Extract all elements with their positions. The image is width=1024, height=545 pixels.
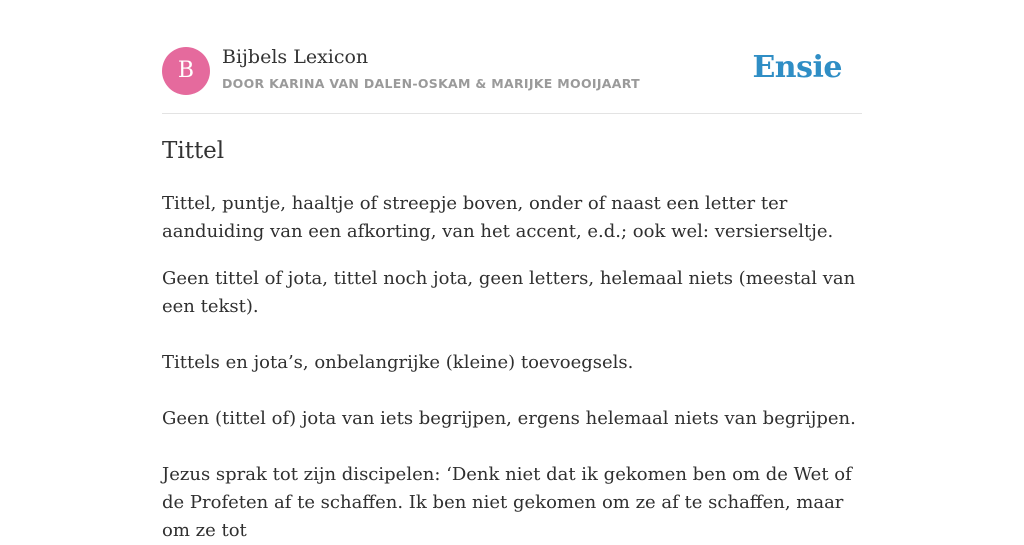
- source-avatar[interactable]: B: [162, 47, 210, 95]
- body-paragraph: Geen tittel of jota, tittel noch jota, geen letters, helemaal niets (meestal van een tekst).: [162, 268, 856, 317]
- article-body: [162, 190, 862, 545]
- source-title-link[interactable]: Bijbels Lexicon: [222, 46, 369, 68]
- body-paragraph: Tittels en jota’s, onbelangrijke (kleine) toevoegsels.: [162, 352, 634, 373]
- ensie-logo[interactable]: Ensie: [752, 50, 842, 85]
- body-paragraph: Jezus sprak tot zijn discipelen: ‘Denk niet dat ik gekomen ben om de Wet of de Profeten af te schaffen. Ik ben niet gekomen om ze af te schaffen, maar om ze tot: [162, 464, 852, 541]
- source-authors: DOOR KARINA VAN DALEN-OSKAM & MARIJKE MOOIJAART: [222, 76, 640, 91]
- definition-paragraph: Tittel, puntje, haaltje of streepje boven, onder of naast een letter ter aanduiding van een afkorting, van het accent, e.d.; ook wel: versierseltje.: [162, 193, 834, 242]
- source-header: [162, 46, 862, 114]
- article-title: Tittel: [162, 138, 225, 164]
- body-paragraph: Geen (tittel of) jota van iets begrijpen, ergens helemaal niets van begrijpen.: [162, 408, 856, 429]
